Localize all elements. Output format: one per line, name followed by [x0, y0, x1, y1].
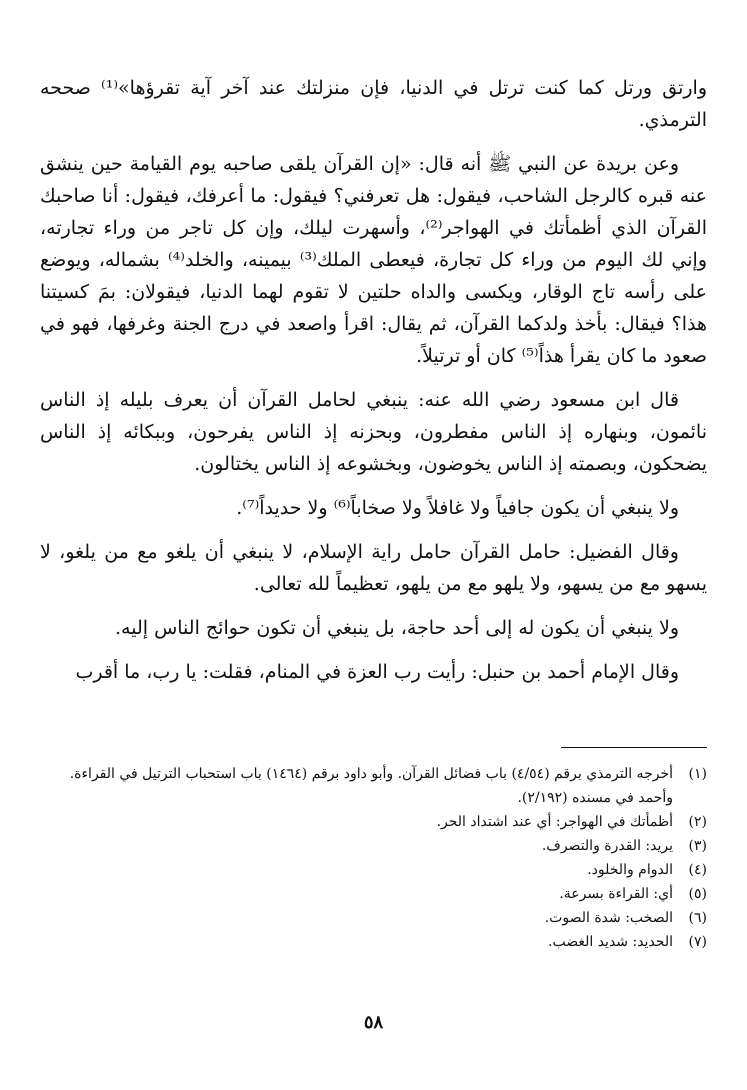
footnote-number: (٥)	[688, 886, 707, 902]
paragraph-4: ولا ينبغي أن يكون جافياً ولا غافلاً ولا صخاباً⁽⁶⁾ ولا حديداً⁽⁷⁾.	[236, 497, 679, 519]
main-text	[40, 72, 707, 700]
footnote-divider	[561, 747, 707, 748]
footnote-4	[40, 858, 707, 882]
paragraph-2: وعن بريدة عن النبي ﷺ أنه قال: «إن القرآن يلقى صاحبه يوم القيامة حين ينشق عنه قبره كالرجل الشاحب، فيقول: هل تعرفني؟ فيقول: ما أعرفك، فيقول: أنا صاحبك القرآن الذي أظمأتك في الهواجر⁽²⁾، وأسهرت ليلك، وإن كل تاجر من وراء تجارته، وإني لك اليوم من وراء كل تجارة، فيعطى الملك⁽³⁾ بيمينه، والخلد⁽⁴⁾ بشماله، ويوضع على رأسه تاج الوقار، ويكسى والداه حلتين لا تقوم لهما الدنيا، فيقولان: بمَ كسيتنا هذا؟ فيقال: بأخذ ولدكما القرآن، ثم يقال: اقرأ واصعد في درج الجنة وغرفها، فهو في صعود ما كان يقرأ هذاً⁽⁵⁾ كان أو ترتيلاً.	[40, 153, 708, 367]
footnotes	[40, 762, 707, 954]
paragraph-3: قال ابن مسعود رضي الله عنه: ينبغي لحامل القرآن أن يعرف بليله إذ الناس نائمون، وبنهاره إذ الناس مفطرون، وبحزنه إذ الناس يفرحون، وببكائه إذ الناس يضحكون، وبصمته إذ الناس يخوضون، وبخشوعه إذ الناس يختالون.	[40, 389, 707, 475]
footnote-text: أظمأتك في الهواجر: أي عند اشتداد الحر.	[436, 814, 673, 830]
footnote-1	[40, 762, 707, 810]
footnote-number: (٣)	[688, 838, 707, 854]
footnote-text: يريد: القدرة والتصرف.	[541, 838, 673, 854]
paragraph-6: ولا ينبغي أن يكون له إلى أحد حاجة، بل ينبغي أن تكون حوائج الناس إليه.	[115, 617, 679, 639]
footnote-number: (٧)	[688, 934, 707, 950]
footnote-number: (١)	[688, 766, 707, 782]
footnote-3	[40, 834, 707, 858]
paragraph-5: وقال الفضيل: حامل القرآن حامل راية الإسلام، لا ينبغي أن يلغو مع من يلغو، لا يسهو مع من يسهو، ولا يلهو مع من يلهو، تعظيماً لله تعالى.	[40, 541, 707, 595]
footnote-5	[40, 882, 707, 906]
footnote-number: (٦)	[688, 910, 707, 926]
footnote-number: (٢)	[688, 814, 707, 830]
footnote-text: أي: القراءة بسرعة.	[559, 886, 673, 902]
footnote-6	[40, 906, 707, 930]
footnote-2	[40, 810, 707, 834]
footnote-text: الدوام والخلود.	[587, 862, 673, 878]
footnote-text: الصخب: شدة الصوت.	[544, 910, 673, 926]
paragraph-1: وارتق ورتل كما كنت ترتل في الدنيا، فإن منزلتك عند آخر آية تقرؤها»⁽¹⁾ صححه الترمذي.	[40, 77, 707, 131]
page-number: ٥٨	[363, 1012, 384, 1033]
footnote-number: (٤)	[688, 862, 707, 878]
footnote-text: أخرجه الترمذي برقم (٤/٥٤) باب فضائل القرآن. وأبو داود برقم (١٤٦٤) باب استحباب الترتيل في القراءة. وأحمد في مسنده (٢/١٩٢).	[69, 766, 673, 806]
footnote-text: الحديد: شديد الغضب.	[548, 934, 673, 950]
paragraph-7: وقال الإمام أحمد بن حنبل: رأيت رب العزة في المنام، فقلت: يا رب، ما أقرب	[75, 661, 679, 683]
footnote-7	[40, 930, 707, 954]
